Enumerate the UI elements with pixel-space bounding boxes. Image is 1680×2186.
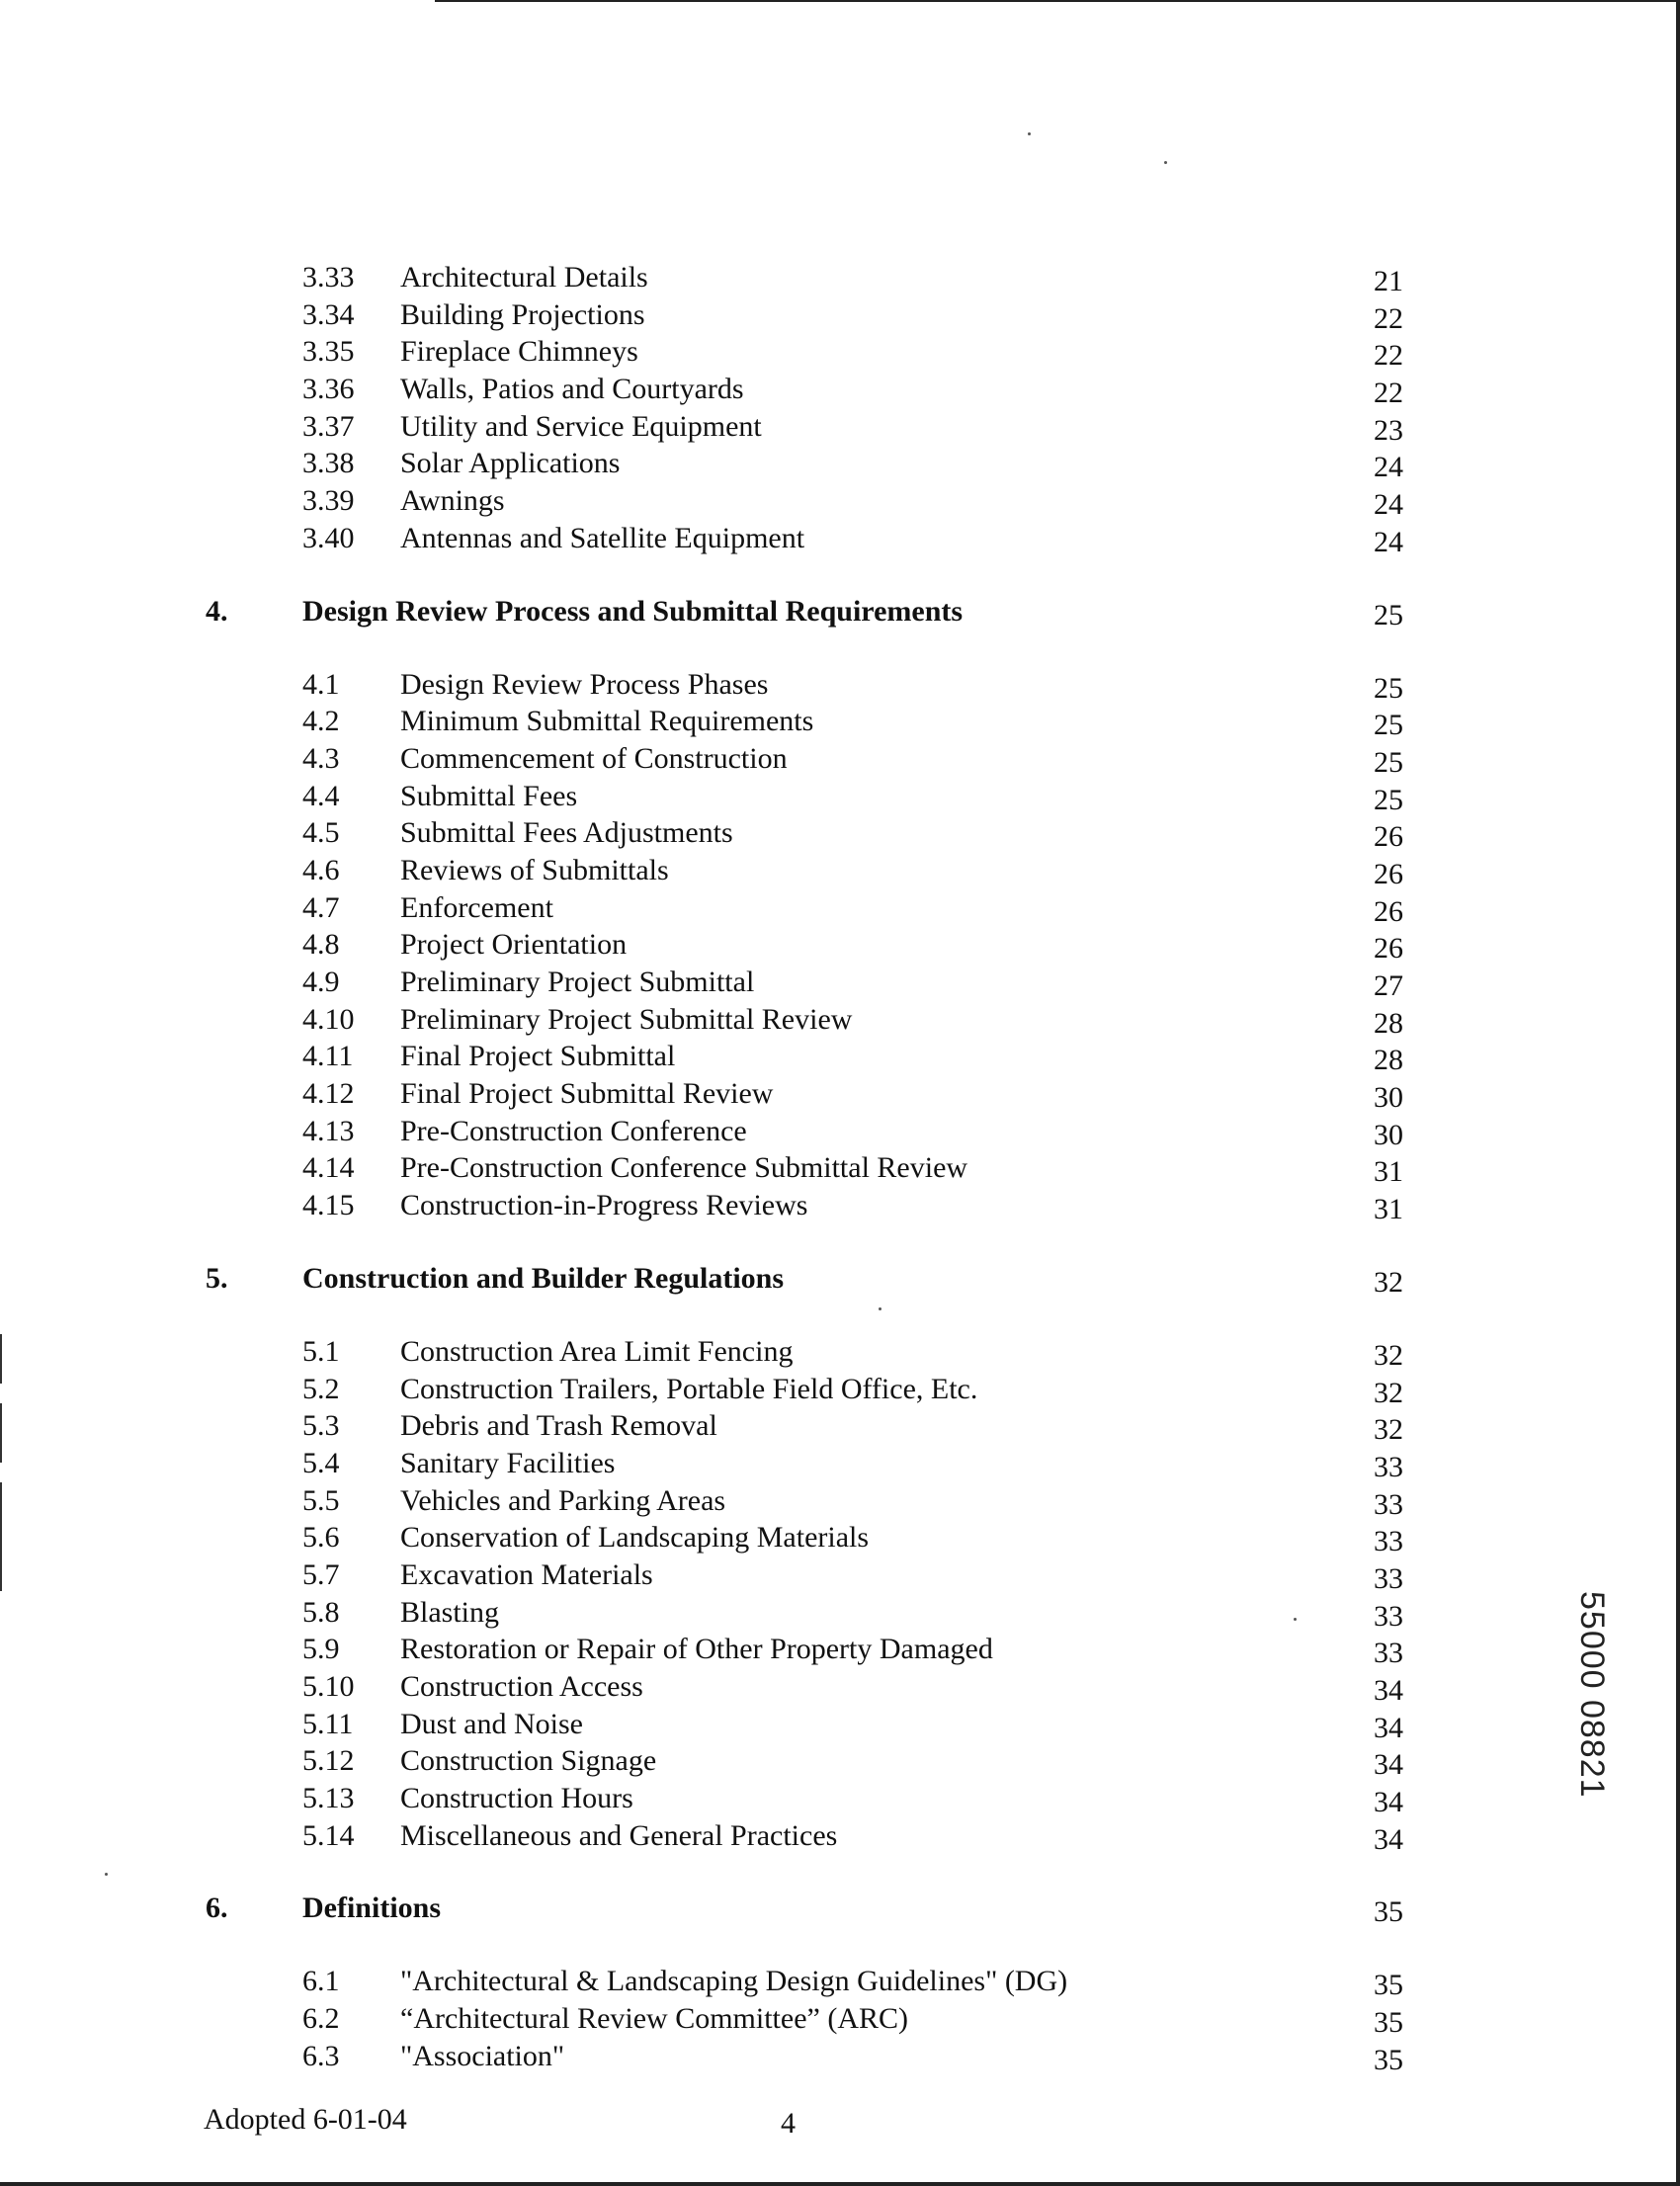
entry-title: Building Projections	[400, 297, 645, 331]
entry-page: 31	[1374, 1155, 1403, 1189]
entry-title: "Architectural & Landscaping Design Guidelines" (DG)	[400, 1965, 1068, 1998]
section-page: 35	[1374, 1895, 1403, 1929]
toc-entry	[0, 926, 1680, 964]
entry-page: 33	[1374, 1637, 1403, 1670]
entry-page: 22	[1374, 301, 1403, 335]
entry-number: 4.3	[302, 741, 340, 775]
toc-entry	[0, 666, 1680, 704]
toc-entry	[0, 740, 1680, 778]
entry-title: Project Orientation	[400, 928, 628, 962]
toc-entry	[0, 703, 1680, 740]
entry-number: 5.1	[302, 1334, 340, 1368]
section-title: Construction and Builder Regulations	[302, 1261, 785, 1295]
entry-page: 25	[1374, 783, 1403, 816]
entry-title: Design Review Process Phases	[400, 667, 769, 701]
entry-page: 25	[1374, 671, 1403, 705]
entry-page: 33	[1374, 1561, 1403, 1595]
entry-title: Dust and Noise	[400, 1707, 583, 1740]
entry-number: 4.6	[302, 853, 340, 886]
entry-title: Commencement of Construction	[400, 741, 788, 775]
toc-entry	[0, 296, 1680, 334]
toc-entry	[0, 1371, 1680, 1408]
toc-entry	[0, 1187, 1680, 1224]
entry-page: 28	[1374, 1044, 1403, 1077]
entry-number: 5.12	[302, 1744, 355, 1778]
entry-title: Pre-Construction Conference Submittal Review	[400, 1151, 968, 1185]
entry-page: 24	[1374, 451, 1403, 484]
toc-entry	[0, 371, 1680, 408]
toc-entry	[0, 445, 1680, 482]
entry-page: 34	[1374, 1822, 1403, 1856]
entry-number: 4.1	[302, 667, 340, 701]
entry-number: 4.2	[302, 705, 340, 738]
entry-title: Pre-Construction Conference	[400, 1114, 747, 1147]
toc-entry	[0, 1445, 1680, 1482]
entry-number: 5.4	[302, 1446, 340, 1479]
toc-entry	[0, 1038, 1680, 1075]
toc-entry	[0, 814, 1680, 852]
entry-title: Construction Signage	[400, 1744, 657, 1778]
entry-number: 3.40	[302, 521, 355, 554]
entry-title: Final Project Submittal	[400, 1040, 676, 1073]
entry-page: 25	[1374, 745, 1403, 779]
entry-title: Debris and Trash Removal	[400, 1409, 717, 1443]
toc-entry	[0, 259, 1680, 296]
entry-title: Reviews of Submittals	[400, 853, 669, 886]
entry-title: Sanitary Facilities	[400, 1446, 616, 1479]
entry-page: 26	[1374, 932, 1403, 966]
entry-title: "Association"	[400, 2039, 565, 2072]
entry-number: 5.11	[302, 1707, 354, 1740]
section-heading	[0, 1242, 1680, 1315]
toc-entry	[0, 964, 1680, 1001]
entry-title: Submittal Fees	[400, 779, 578, 812]
entry-title: Construction Trailers, Portable Field Office, Etc.	[400, 1372, 978, 1405]
entry-page: 22	[1374, 339, 1403, 373]
toc-entry	[0, 1594, 1680, 1632]
entry-number: 4.4	[302, 779, 340, 812]
entry-title: Enforcement	[400, 890, 553, 924]
entry-number: 3.34	[302, 297, 355, 331]
entry-number: 5.5	[302, 1483, 340, 1517]
entry-number: 5.7	[302, 1557, 340, 1591]
entry-page: 26	[1374, 820, 1403, 854]
entry-page: 27	[1374, 969, 1403, 1002]
entry-title: Antennas and Satellite Equipment	[400, 521, 805, 554]
toc-entry	[0, 852, 1680, 889]
toc-entry	[0, 1407, 1680, 1445]
toc-entry	[0, 1519, 1680, 1556]
toc-entry	[0, 1668, 1680, 1706]
entry-title: Construction-in-Progress Reviews	[400, 1189, 808, 1222]
entry-number: 3.33	[302, 261, 355, 294]
toc-entry	[0, 1963, 1680, 2000]
adopted-date: Adopted 6-01-04	[204, 2103, 407, 2136]
entry-title: Blasting	[400, 1595, 500, 1629]
entry-title: Miscellaneous and General Practices	[400, 1818, 838, 1852]
entry-page: 32	[1374, 1376, 1403, 1409]
entry-title: Solar Applications	[400, 447, 621, 480]
entry-page: 24	[1374, 525, 1403, 558]
section-page: 32	[1374, 1265, 1403, 1299]
entry-page: 35	[1374, 2043, 1403, 2076]
entry-number: 3.36	[302, 373, 355, 406]
toc-entry	[0, 2000, 1680, 2038]
section-number: 6.	[206, 1892, 228, 1925]
entry-number: 5.9	[302, 1633, 340, 1666]
entry-number: 4.5	[302, 816, 340, 850]
entry-page: 30	[1374, 1118, 1403, 1151]
entry-number: 6.2	[302, 2002, 340, 2036]
entry-title: Architectural Details	[400, 261, 648, 294]
toc-entry	[0, 1482, 1680, 1520]
toc-entry	[0, 1742, 1680, 1780]
toc-entry	[0, 1556, 1680, 1594]
entry-page: 33	[1374, 1525, 1403, 1558]
entry-page: 34	[1374, 1748, 1403, 1782]
entry-number: 5.6	[302, 1521, 340, 1555]
entry-number: 4.9	[302, 966, 340, 998]
entry-title: Walls, Patios and Courtyards	[400, 373, 744, 406]
toc-entry	[0, 1631, 1680, 1668]
entry-title: Construction Access	[400, 1670, 643, 1703]
scan-speck	[1028, 132, 1031, 135]
entry-number: 3.35	[302, 335, 355, 369]
entry-page: 32	[1374, 1338, 1403, 1372]
entry-number: 5.13	[302, 1782, 355, 1815]
toc-entry	[0, 778, 1680, 815]
section-number: 4.	[206, 594, 228, 628]
entry-number: 5.8	[302, 1595, 340, 1629]
entry-page: 35	[1374, 1969, 1403, 2002]
entry-title: Submittal Fees Adjustments	[400, 816, 733, 850]
toc-entry	[0, 333, 1680, 371]
entry-title: Excavation Materials	[400, 1557, 653, 1591]
toc-entry	[0, 1001, 1680, 1039]
entry-number: 5.14	[302, 1818, 355, 1852]
entry-page: 25	[1374, 709, 1403, 742]
section-page: 25	[1374, 598, 1403, 631]
entry-page: 26	[1374, 857, 1403, 890]
entry-page: 35	[1374, 2006, 1403, 2040]
entry-number: 4.11	[302, 1040, 354, 1073]
entry-page: 28	[1374, 1006, 1403, 1040]
entry-page: 34	[1374, 1674, 1403, 1707]
entry-number: 4.10	[302, 1002, 355, 1036]
section-title: Definitions	[302, 1892, 442, 1925]
entry-page: 26	[1374, 894, 1403, 928]
entry-title: “Architectural Review Committee” (ARC)	[400, 2002, 908, 2036]
entry-number: 3.37	[302, 409, 355, 443]
section-number: 5.	[206, 1261, 228, 1295]
entry-page: 34	[1374, 1711, 1403, 1744]
section-title: Design Review Process and Submittal Requirements	[302, 594, 964, 628]
entry-number: 5.10	[302, 1670, 355, 1703]
scan-border-top	[435, 0, 1680, 2]
entry-number: 3.38	[302, 447, 355, 480]
entry-number: 4.13	[302, 1114, 355, 1147]
toc-entry	[0, 482, 1680, 520]
entry-title: Final Project Submittal Review	[400, 1077, 774, 1111]
toc-entry	[0, 1706, 1680, 1743]
entry-title: Restoration or Repair of Other Property Damaged	[400, 1633, 993, 1666]
document-control-number: 55000 08821	[1573, 1591, 1611, 1799]
entry-title: Construction Area Limit Fencing	[400, 1334, 794, 1368]
section-heading	[0, 575, 1680, 648]
scan-border-bottom	[0, 2182, 1680, 2186]
entry-page: 23	[1374, 413, 1403, 447]
toc-entry	[0, 1780, 1680, 1817]
entry-title: Vehicles and Parking Areas	[400, 1483, 726, 1517]
entry-page: 34	[1374, 1786, 1403, 1819]
section-heading	[0, 1872, 1680, 1945]
toc-entry	[0, 408, 1680, 446]
entry-title: Minimum Submittal Requirements	[400, 705, 814, 738]
entry-number: 5.2	[302, 1372, 340, 1405]
entry-number: 5.3	[302, 1409, 340, 1443]
toc-entry	[0, 520, 1680, 557]
toc-entry	[0, 1075, 1680, 1113]
entry-page: 30	[1374, 1081, 1403, 1115]
toc-entry	[0, 1333, 1680, 1371]
entry-page: 32	[1374, 1413, 1403, 1447]
entry-title: Utility and Service Equipment	[400, 409, 762, 443]
entry-title: Awnings	[400, 484, 505, 518]
entry-page: 33	[1374, 1599, 1403, 1633]
entry-page: 21	[1374, 265, 1403, 297]
toc-entry	[0, 1149, 1680, 1187]
toc-entry	[0, 2038, 1680, 2075]
entry-title: Conservation of Landscaping Materials	[400, 1521, 870, 1555]
toc-entry	[0, 1113, 1680, 1150]
entry-page: 22	[1374, 377, 1403, 410]
scan-speck	[1164, 161, 1167, 164]
entry-title: Preliminary Project Submittal Review	[400, 1002, 853, 1036]
entry-number: 6.3	[302, 2039, 340, 2072]
entry-number: 4.12	[302, 1077, 355, 1111]
page-number: 4	[781, 2107, 796, 2140]
entry-page: 24	[1374, 488, 1403, 522]
entry-page: 31	[1374, 1193, 1403, 1226]
entry-page: 33	[1374, 1487, 1403, 1521]
toc-entry	[0, 889, 1680, 927]
entry-number: 4.15	[302, 1189, 355, 1222]
entry-number: 4.7	[302, 890, 340, 924]
entry-title: Fireplace Chimneys	[400, 335, 638, 369]
entry-number: 3.39	[302, 484, 355, 518]
toc-entry	[0, 1817, 1680, 1855]
entry-title: Construction Hours	[400, 1782, 633, 1815]
entry-title: Preliminary Project Submittal	[400, 966, 755, 998]
entry-number: 4.8	[302, 928, 340, 962]
entry-page: 33	[1374, 1450, 1403, 1483]
entry-number: 6.1	[302, 1965, 340, 1998]
table-of-contents	[0, 259, 1680, 2075]
entry-number: 4.14	[302, 1151, 355, 1185]
